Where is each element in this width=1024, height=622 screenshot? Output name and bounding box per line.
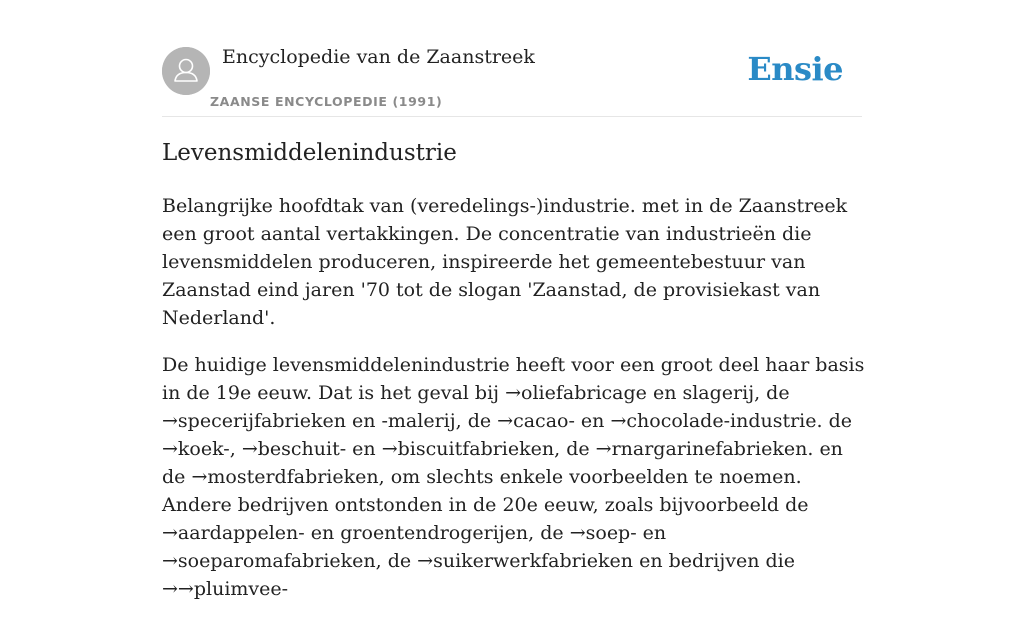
text-segment: , de xyxy=(528,522,570,544)
text-segment: , de xyxy=(554,438,596,460)
cross-reference-link[interactable]: →→pluimvee- xyxy=(162,578,289,600)
user-icon[interactable] xyxy=(162,47,210,95)
cross-reference-link[interactable]: →biscuitfabrieken xyxy=(381,438,555,460)
cross-reference-link[interactable]: →soep- xyxy=(569,522,637,544)
cross-reference-link[interactable]: →chocolade-industrie xyxy=(610,410,817,432)
text-segment: , de xyxy=(375,550,418,572)
cross-reference-link[interactable]: →beschuit- xyxy=(241,438,347,460)
cross-reference-link[interactable]: →cacao- xyxy=(497,410,575,432)
cross-reference-link[interactable]: →suikerwerkfabrieken xyxy=(417,550,634,572)
text-segment: en bedrijven die xyxy=(633,550,795,572)
text-segment: , om slechts enkele voorbeelden te noemen. Andere bedrijven ontstonden in de 20e eeuw, zoals bijvoorbeeld de xyxy=(162,466,809,516)
text-segment: . en de xyxy=(162,438,843,488)
cross-reference-link[interactable]: →rnargarinefabrieken xyxy=(595,438,808,460)
text-segment: en -malerij, de xyxy=(345,410,498,432)
ensie-logo[interactable]: Ensie xyxy=(747,50,843,88)
text-segment: en xyxy=(574,410,611,432)
cross-reference-link[interactable]: →soeparomafabrieken xyxy=(162,550,376,572)
text-segment: De huidige levensmiddelenindustrie heeft voor een groot deel haar basis in de 19e eeuw. Dat is het geval bij xyxy=(162,354,865,404)
cross-reference-link[interactable]: →oliefabricage xyxy=(505,382,647,404)
text-segment: en xyxy=(346,438,382,460)
paragraph: Belangrijke hoofdtak van (veredelings-)industrie. met in de Zaanstreek een groot aantal vertakkingen. De concentratie van industrieën die levensmiddelen produceren, inspireerde het gemeentebestuur van Zaanstad eind jaren '70 tot de slogan 'Zaanstad, de provisiekast van Nederland'. xyxy=(162,195,848,329)
page-title: Levensmiddelenindustrie xyxy=(162,140,457,166)
text-segment: en slagerij, de xyxy=(646,382,790,404)
cross-reference-link[interactable]: →specerijfabrieken xyxy=(162,410,346,432)
source-title-link[interactable]: Encyclopedie van de Zaanstreek xyxy=(222,46,535,68)
paragraph xyxy=(162,351,868,603)
source-subtitle: ZAANSE ENCYCLOPEDIE (1991) xyxy=(210,94,443,109)
cross-reference-link[interactable]: →mosterdfabrieken xyxy=(191,466,379,488)
page xyxy=(162,0,865,600)
text-segment: , xyxy=(229,438,242,460)
text-segment: en xyxy=(636,522,667,544)
cross-reference-link[interactable]: →koek- xyxy=(162,438,230,460)
text-segment: . de xyxy=(816,410,853,432)
source-header xyxy=(162,0,862,117)
entry-body xyxy=(162,192,868,622)
cross-reference-link[interactable]: →aardappelen- en groentendrogerijen xyxy=(162,522,529,544)
